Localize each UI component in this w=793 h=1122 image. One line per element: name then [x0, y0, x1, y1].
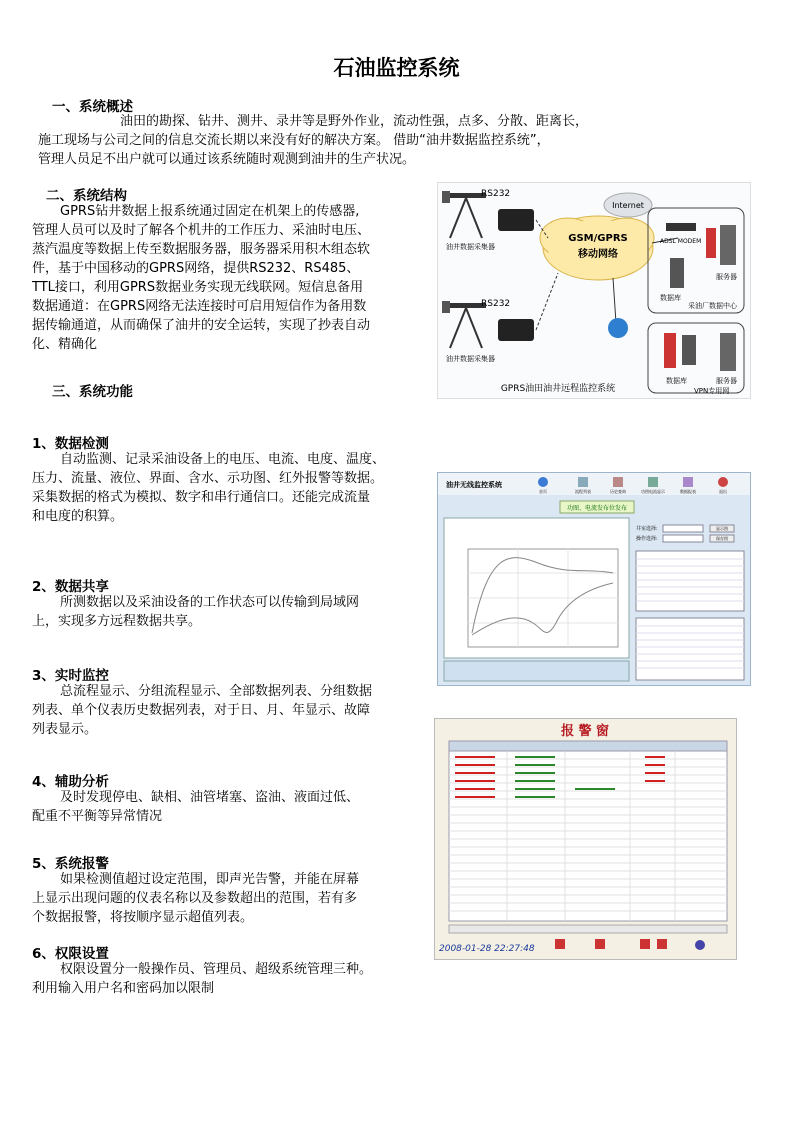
section-2-line-5: TTL接口，利用GPRS数据业务实现无线联网。短信息备用	[32, 280, 364, 295]
func-4-line-1: 及时发现停电、缺相、油管堵塞、盗油、液面过低、	[60, 790, 360, 805]
field-select-label: 井室选择:	[636, 526, 658, 532]
vpn-label: VPN专用网	[694, 387, 730, 395]
func-3-line-3: 列表显示。	[32, 722, 98, 737]
func-3-line-2: 列表、单个仪表历史数据列表，对于日、月、年显示、故障	[32, 703, 371, 718]
func-1-line-1: 自动监测、记录采油设备上的电压、电流、电度、温度、	[60, 452, 386, 467]
func-6-line-2: 利用输入用户名和密码加以限制	[32, 981, 215, 996]
func-2-line-2: 上，实现多方远程数据共享。	[32, 614, 202, 629]
collector-bottom-icon	[498, 319, 534, 341]
func-1-heading: 1、数据检测	[32, 436, 109, 452]
func-3-line-1: 总流程显示、分组流程显示、全部数据列表、分组数据	[60, 684, 373, 699]
func-6-line-1: 权限设置分一般操作员、管理员、超级系统管理三种。	[60, 962, 373, 977]
router-icon	[608, 318, 628, 338]
section-2-line-1: GPRS钻井数据上报系统通过固定在机架上的传感器,	[60, 204, 360, 219]
func-4-heading: 4、辅助分析	[32, 774, 109, 790]
rs232-top-label: RS232	[481, 189, 511, 199]
section-2-line-2: 管理人员可以及时了解各个机井的工作压力、采油时电压、	[32, 223, 371, 238]
save-chart-button[interactable]: 保存图	[716, 536, 728, 541]
func-5-line-1: 如果检测值超过设定范围，即声光告警，并能在屏幕	[60, 872, 360, 887]
section-2-line-7: 据传输通道，从而确保了油井的安全运转，实现了抄表自动	[32, 318, 371, 333]
field-operation-label: 操作选择:	[636, 536, 658, 542]
func-3-heading: 3、实时监控	[32, 668, 109, 684]
section-2-line-8: 化、精确化	[32, 337, 98, 352]
diagram-caption: GPRS油田油井远程监控系统	[500, 384, 616, 394]
toolbar-item-6: 退出	[719, 489, 727, 494]
func-5-line-3: 个数据报警，将按顺序显示超值列表。	[32, 910, 254, 925]
collector-bottom-label: 油井数据采集器	[446, 355, 495, 363]
cloud-label-2: 移动网络	[578, 249, 618, 260]
adsl-label: ADSL MODEM	[660, 238, 702, 245]
monitoring-software-figure	[437, 472, 751, 686]
internet-label: Internet	[612, 201, 644, 210]
section-2-heading: 二、系统结构	[46, 188, 127, 204]
toolbar-item-5: 数据报表	[680, 489, 696, 494]
collector-top-icon	[498, 209, 534, 231]
section-2-line-4: 件，基于中国移动的GPRS网络，提供RS232、RS485、	[32, 261, 360, 276]
section-3-heading: 三、系统功能	[52, 384, 133, 400]
rs232-bottom-label: RS232	[481, 299, 511, 309]
toolbar-item-1: 首页	[539, 489, 547, 494]
database-2-label: 数据库	[666, 377, 687, 385]
func-1-line-3: 采集数据的格式为模拟、数字和串行通信口。还能完成流量	[32, 490, 371, 505]
func-1-line-4: 和电度的积算。	[32, 509, 124, 524]
database-label: 数据库	[660, 294, 681, 302]
server-2-label: 服务器	[716, 377, 737, 385]
func-2-line-1: 所测数据以及采油设备的工作状态可以传输到局域网	[60, 595, 360, 610]
func-1-line-2: 压力、流量、液位、界面、含水、示功图、红外报警等数据。	[32, 471, 384, 486]
section-2-line-6: 数据通道：在GPRS网络无法连接时可启用短信作为备用数	[32, 299, 367, 314]
server-label: 服务器	[716, 273, 737, 281]
alarm-window-figure	[434, 718, 737, 960]
show-chart-button[interactable]: 显示图	[716, 526, 728, 531]
section-1-line-1: 油田的勘探、钻井、测井、录井等是野外作业，流动性强，点多、分散、距离长，	[120, 114, 589, 129]
network-diagram-figure	[437, 182, 751, 399]
alarm-window-title: 报 警 窗	[560, 724, 610, 739]
toolbar-item-4: 功图电流显示	[641, 489, 665, 494]
banner-text: 功图、电流发布位发布	[566, 505, 628, 512]
section-1-heading: 一、系统概述	[52, 99, 133, 115]
alarm-datetime: 2008-01-28 22:27:48	[439, 944, 535, 954]
cloud-label-1: GSM/GPRS	[568, 233, 628, 244]
section-2-line-3: 蒸汽温度等数据上传至数据服务器，服务器采用积木组态软	[32, 242, 371, 257]
section-1-line-2: 施工现场与公司之间的信息交流长期以来没有好的解决方案。 借助“油井数据监控系统”，	[38, 133, 550, 148]
page-title: 石油监控系统	[333, 55, 460, 80]
app-title: 油井无线监控系统	[446, 481, 502, 489]
section-1-line-3: 管理人员足不出户就可以通过该系统随时观测到油井的生产状况。	[38, 152, 416, 167]
toolbar-item-2: 流程列表	[575, 489, 591, 494]
func-5-line-2: 上显示出现问题的仪表名称以及参数超出的范围，若有多	[32, 891, 358, 906]
func-5-heading: 5、系统报警	[32, 856, 109, 872]
center-label: 采油厂数据中心	[688, 302, 737, 310]
collector-top-label: 油井数据采集器	[446, 243, 495, 251]
toolbar-item-3: 历史查询	[610, 489, 626, 494]
func-6-heading: 6、权限设置	[32, 946, 109, 962]
alarm-action-icons	[555, 939, 705, 950]
func-2-heading: 2、数据共享	[32, 579, 109, 595]
func-4-line-2: 配重不平衡等异常情况	[32, 809, 163, 824]
